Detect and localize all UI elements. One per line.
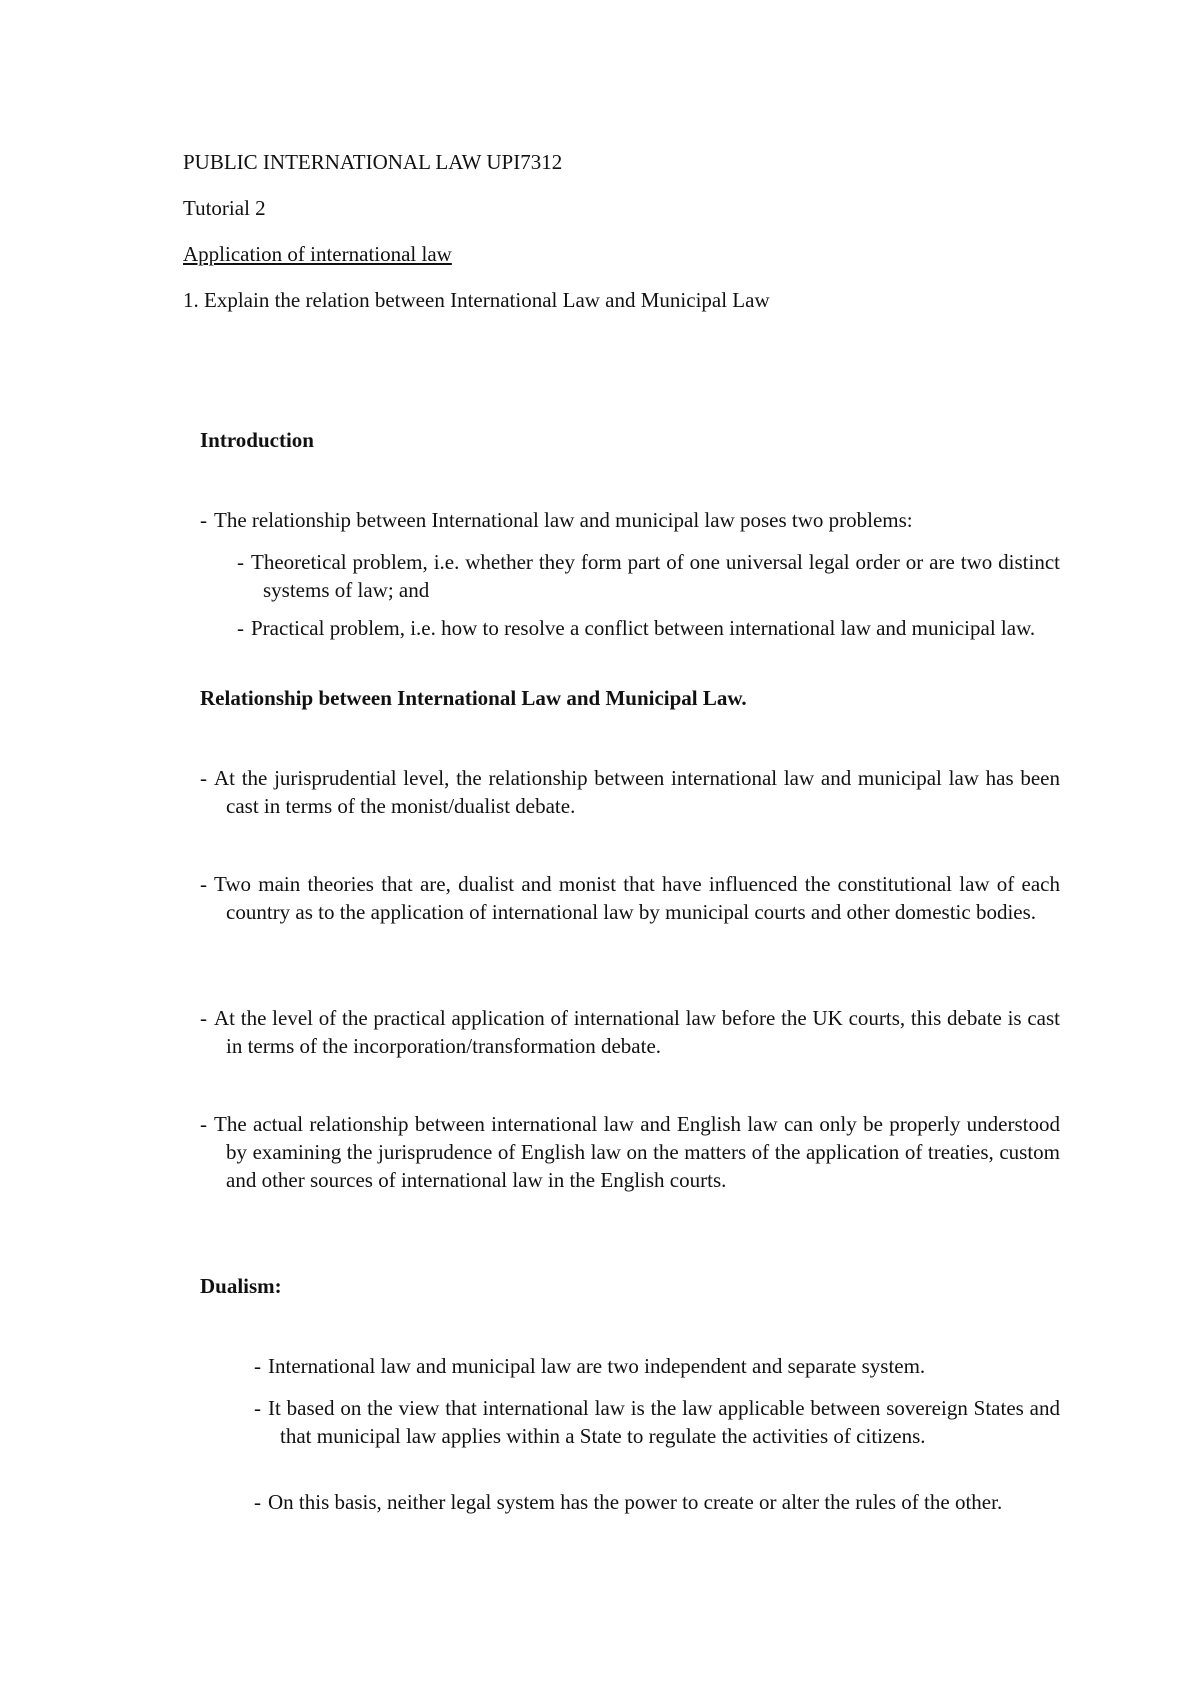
intro-sub-bullet-text: Theoretical problem, i.e. whether they form part of one universal legal order or are two distinct systems of law; and xyxy=(251,550,1060,602)
relationship-bullet-text: The actual relationship between international law and English law can only be properly understood by examining the jurisprudence of English law on the matters of the application of treaties, custom and other sources of international law in the English courts. xyxy=(214,1112,1060,1192)
dualism-bullet-text: International law and municipal law are two independent and separate system. xyxy=(268,1354,926,1378)
intro-sub-bullet xyxy=(237,548,1060,604)
relationship-bullet-text: Two main theories that are, dualist and monist that have influenced the constitutional law of each country as to the application of international law by municipal courts and other domestic bodies. xyxy=(214,872,1060,924)
dualism-bullet-text: On this basis, neither legal system has the power to create or alter the rules of the other. xyxy=(268,1490,1003,1514)
relationship-heading: Relationship between International Law and Municipal Law. xyxy=(200,686,747,710)
relationship-bullet-text: At the level of the practical application of international law before the UK courts, this debate is cast in terms of the incorporation/transformation debate. xyxy=(214,1006,1060,1058)
bullet-dash: - xyxy=(200,766,207,790)
bullet-dash: - xyxy=(200,872,207,896)
relationship-bullet xyxy=(200,870,1060,926)
bullet-dash: - xyxy=(254,1490,261,1514)
intro-bullet xyxy=(200,506,1060,534)
bullet-dash: - xyxy=(200,508,207,532)
relationship-bullet xyxy=(200,1004,1060,1060)
bullet-dash: - xyxy=(237,616,244,640)
topic-heading: Application of international law xyxy=(183,242,452,266)
bullet-dash: - xyxy=(237,550,244,574)
introduction-heading: Introduction xyxy=(200,428,314,452)
bullet-dash: - xyxy=(254,1354,261,1378)
dualism-bullet xyxy=(254,1488,1060,1516)
dualism-bullet xyxy=(254,1394,1060,1450)
intro-bullet-text: The relationship between International law and municipal law poses two problems: xyxy=(214,508,913,532)
course-title: PUBLIC INTERNATIONAL LAW UPI7312 xyxy=(183,150,563,174)
bullet-dash: - xyxy=(254,1396,261,1420)
tutorial-label: Tutorial 2 xyxy=(183,196,266,220)
relationship-bullet xyxy=(200,1110,1060,1194)
intro-sub-bullet-text: Practical problem, i.e. how to resolve a conflict between international law and municipal law. xyxy=(251,616,1036,640)
intro-sub-bullet xyxy=(237,614,1060,642)
dualism-heading: Dualism: xyxy=(200,1274,282,1298)
bullet-dash: - xyxy=(200,1006,207,1030)
dualism-bullet xyxy=(254,1352,1060,1380)
relationship-bullet-text: At the jurisprudential level, the relationship between international law and municipal law has been cast in terms of the monist/dualist debate. xyxy=(214,766,1060,818)
dualism-bullet-text: It based on the view that international law is the law applicable between sovereign States and that municipal law applies within a State to regulate the activities of citizens. xyxy=(268,1396,1060,1448)
bullet-dash: - xyxy=(200,1112,207,1136)
relationship-bullet xyxy=(200,764,1060,820)
question-text: 1. Explain the relation between International Law and Municipal Law xyxy=(183,288,770,312)
